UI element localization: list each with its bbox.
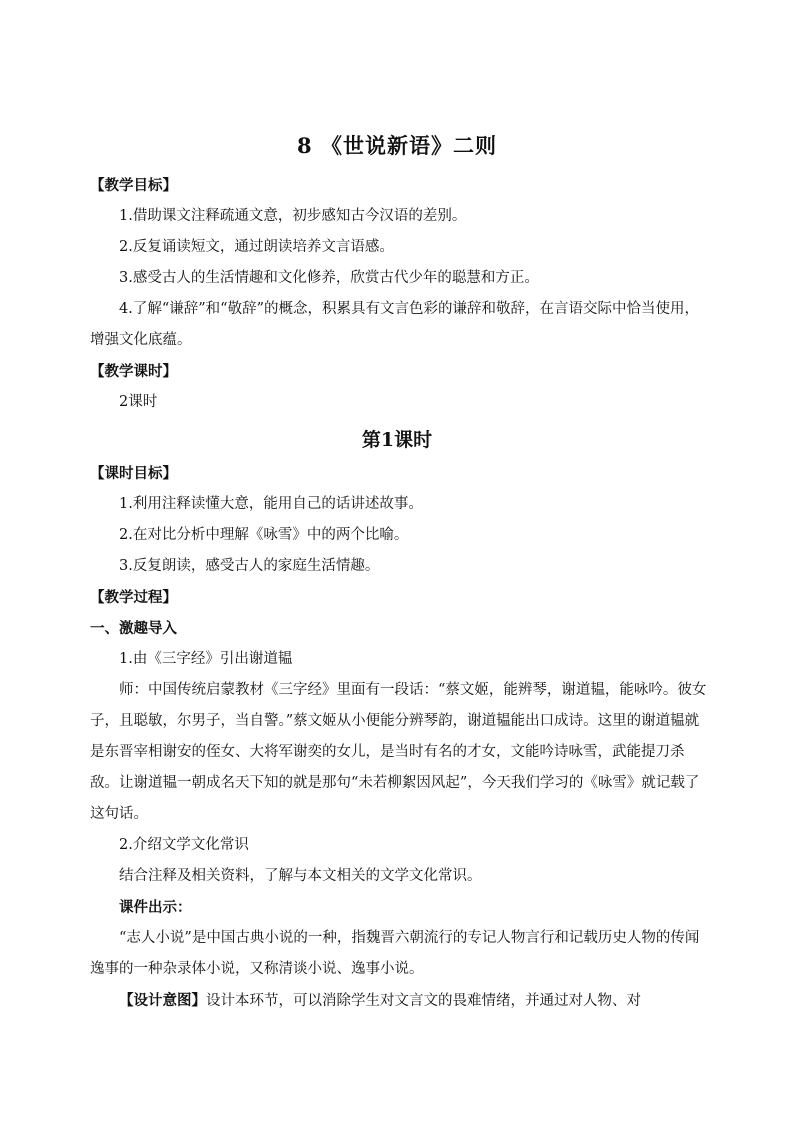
process-heading: 【教学过程】	[90, 589, 177, 606]
goal-item: 2.反复诵读短文，通过朗读培养文言语感。	[119, 239, 394, 255]
courseware-label: 课件出示：	[119, 899, 192, 916]
design-paragraph	[90, 985, 707, 1017]
teaching-goals-section	[90, 170, 707, 418]
document-title: 8 《世说新语》二则	[297, 133, 497, 158]
teaching-hours-value: 2课时	[119, 394, 158, 410]
goal-item: 3.感受古人的生活情趣和文化修养，欣赏古代少年的聪慧和方正。	[119, 270, 539, 286]
design-text: 设计本环节，可以消除学生对文言文的畏难情绪，并通过对人物、对	[206, 993, 641, 1009]
lesson-goal-item: 3.反复朗读，感受古人的家庭生活情趣。	[119, 558, 380, 574]
design-label: 【设计意图】	[119, 992, 206, 1009]
lesson-section	[90, 458, 707, 1017]
teacher-paragraph: 师：中国传统启蒙教材《三字经》里面有一段话：“蔡文姬，能辨琴，谢道韫，能咏吟。彼女子，且聪敏，尔男子，当自警。”蔡文姬从小便能分辨琴韵，谢道韫能出口成诗。这里的谢道韫就是东晋宰相谢安的侄女、大将军谢奕的女儿，是当时有名的才女，文能吟诗咏雪，武能提刀杀敌。让谢道韫一朝成名天下知的就是那句“未若柳絮因风起”，今天我们学习的《咏雪》就记载了这句话。	[90, 682, 707, 822]
step-paragraph: 结合注释及相关资料，了解与本文相关的文学文化常识。	[119, 868, 482, 884]
lesson-goal-item: 1.利用注释读懂大意，能用自己的话讲述故事。	[119, 496, 423, 512]
step-title: 2.介绍文学文化常识	[119, 837, 249, 853]
teaching-goals-heading: 【教学目标】	[90, 177, 177, 194]
goal-item: 1.借助课文注释疏通文意，初步感知古今汉语的差别。	[119, 208, 467, 224]
goal-item: 4.了解“谦辞”和“敬辞”的概念，积累具有文言色彩的谦辞和敬辞，在言语交际中恰当使用，增强文化底蕴。	[90, 301, 699, 348]
section-heading: 一、激趣导入	[90, 620, 177, 637]
teaching-hours-heading: 【教学课时】	[90, 363, 177, 380]
courseware-paragraph: “志人小说”是中国古典小说的一种，指魏晋六朝流行的专记人物言行和记载历史人物的传闻逸事的一种杂录体小说，又称清谈小说、逸事小说。	[90, 930, 700, 977]
lesson-goal-item: 2.在对比分析中理解《咏雪》中的两个比喻。	[119, 527, 409, 543]
lesson-goals-heading: 【课时目标】	[90, 465, 177, 482]
step-title: 1.由《三字经》引出谢道韫	[119, 651, 293, 667]
lesson-title: 第1课时	[361, 429, 433, 451]
